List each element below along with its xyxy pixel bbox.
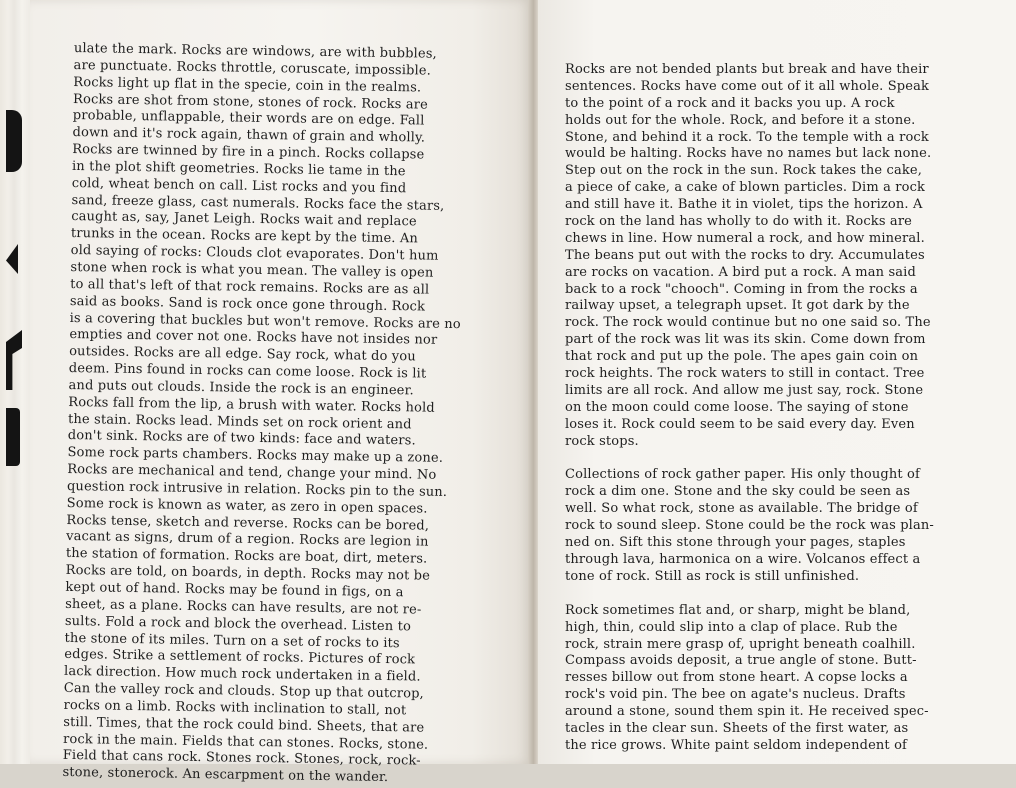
text-line: the stone of its miles. Turn on a set of rocks to its [64,630,400,651]
text-line: rock on the land has wholly to do with it. Rocks are [565,214,913,230]
text-line: to the point of a rock and it backs you up. A rock [565,95,895,111]
text-line: rock. The rock would continue but no one said so. The [565,315,931,331]
text-line: stone, stonerock. An escarpment on the wander. [62,765,389,786]
text-line: Rocks light up flat in the specie, coin in the realms. [73,74,422,96]
text-line: rock's void pin. The bee on agate's nucleus. Drafts [565,687,906,703]
text-line: cold, wheat bench on call. List rocks and you find [71,175,407,196]
paragraph-gap [565,586,934,603]
text-line: question rock intrusive in relation. Rocks pin to the sun. [66,478,448,500]
text-line: would be halting. Rocks have no names but lack none. [565,146,932,162]
text-line: sand, freeze glass, cast numerals. Rocks face the stars, [71,192,445,214]
text-line: sentences. Rocks have come out of it all whole. Speak [565,78,930,94]
paragraph-gap [565,450,934,467]
text-line: rock a dim one. Stone and the sky could be seen as [565,484,911,500]
text-line: Rocks are not bended plants but break and have their [565,62,929,77]
text-line: vacant as signs, drum of a region. Rocks are legion in [66,529,429,551]
text-line: high, thin, could slip into a clap of place. Rub the [565,619,898,635]
text-line: ned on. Sift this stone through your pages, staples [565,535,906,551]
text-line: in the plot shift geometries. Rocks lie tame in the [71,158,406,180]
text-line: is a covering that buckles but won't remove. Rocks are no [69,310,461,332]
text-line: The beans put out with the rocks to dry. Accumulates [565,247,925,263]
text-line: and still have it. Bathe it in violet, tips the horizon. A [565,197,923,213]
text-line: Rocks are told, on boards, in depth. Rocks may not be [65,563,431,584]
text-line: chews in line. How numeral a rock, and how mineral. [565,230,925,246]
text-line: edges. Strike a settlement of rocks. Pictures of rock [64,647,416,668]
text-line: railway upset, a telegraph upset. It got dark by the [565,298,910,314]
text-line: to all that's left of that rock remains. Rocks are as all [70,276,430,298]
text-line: Collections of rock gather paper. His only thought of [565,467,920,483]
text-line: stone when rock is what you mean. The valley is open [70,259,434,281]
text-line: Rocks are twinned by fire in a pinch. Rocks collapse [72,142,425,163]
text-line: rocks on a limb. Rocks with inclination to stall, not [63,697,407,719]
text-line: down and it's rock again, thawn of grain and wholly. [72,125,426,146]
text-line: the station of formation. Rocks are boat, dirt, meters. [65,546,428,567]
text-line: rock in the main. Fields that can stones. Rocks, stone. [62,731,429,753]
text-line: part of the rock was lit was its skin. Come down from [565,332,926,348]
text-line: sheet, as a plane. Rocks can have results, are not re- [65,596,422,618]
text-line: through lava, harmonica on a wire. Volcanos effect a [565,551,921,567]
text-line: the rice grows. White paint seldom independent of [565,737,908,753]
text-line: limits are all rock. And allow me just say, rock. Stone [565,382,924,398]
text-line: rock stops. [565,433,639,449]
text-line: Rocks fall from the lip, a brush with water. Rocks hold [68,394,435,416]
text-line: Field that cans rock. Stones rock. Stones, rock, rock- [62,748,421,769]
text-line: Rock sometimes flat and, or sharp, might be bland, [565,602,911,618]
text-line: outsides. Rocks are all edge. Say rock, what do you [69,344,416,365]
text-line: the stain. Rocks lead. Minds set on rock orient and [67,411,412,432]
left-page-text [62,41,465,788]
text-line: tacles in the clear sun. Sheets of the first water, as [565,720,909,736]
text-line: a piece of cake, a cake of blown particles. Dim a rock [565,180,926,196]
text-line: don't sink. Rocks are of two kinds: face and waters. [67,428,416,449]
text-line: ulate the mark. Rocks are windows, are with bubbles, [73,41,437,62]
text-line: rock, strain mere grasp of, upright beneath coalhill. [565,636,916,652]
text-line: old saying of rocks: Clouds clot evaporates. Don't hum [70,243,439,264]
text-line: Rocks are mechanical and tend, change your mind. No [67,462,437,483]
bleed-mark [6,408,20,466]
text-line: lack direction. How much rock undertaken in a field. [63,664,421,685]
text-line: on the moon could come loose. The saying of stone [565,399,909,415]
text-line: empties and cover not one. Rocks have not insides nor [69,327,438,349]
text-line: trunks in the ocean. Rocks are kept by the time. An [70,226,419,247]
text-line: well. So what rock, stone as available. The bridge of [565,501,918,517]
text-line: deem. Pins found in rocks can come loose. Rock is lit [68,360,427,382]
text-line: Can the valley rock and clouds. Stop up that outcrop, [63,680,425,702]
text-line: kept out of hand. Rocks may be found in figs, on a [65,579,404,601]
text-line: said as books. Sand is rock once gone through. Rock [69,293,426,315]
text-line: Step out on the rock in the sun. Rock takes the cake, [565,163,923,179]
text-line: Rocks are shot from stone, stones of rock. Rocks are [72,91,428,113]
bleed-mark [6,110,22,172]
text-line: and puts out clouds. Inside the rock is an engineer. [68,377,414,399]
text-line: rock to sound sleep. Stone could be the rock was plan- [565,518,934,534]
text-line: sults. Fold a rock and block the overhead. Listen to [64,613,412,635]
text-line: Some rock parts chambers. Rocks may make up a zone. [67,445,444,467]
text-line: around a stone, sound them spin it. He received spec- [565,704,929,720]
text-line: tone of rock. Still as rock is still unfinished. [565,568,860,584]
text-line: loses it. Rock could seem to be said every day. Even [565,416,915,432]
text-line: Some rock is known as water, as zero in open spaces. [66,495,428,517]
text-line: Compass avoids deposit, a true angle of stone. Butt- [565,653,917,669]
text-line: Stone, and behind it a rock. To the temple with a rock [565,129,929,145]
text-line: resses billow out from stone heart. A copse locks a [565,670,908,686]
text-line: are punctuate. Rocks throttle, coruscate, impossible. [73,57,432,79]
text-line: holds out for the whole. Rock, and before it a stone. [565,112,916,128]
text-line: still. Times, that the rock could bind. Sheets, that are [63,714,425,736]
text-line: Rocks tense, sketch and reverse. Rocks can be bored, [66,512,430,534]
text-line: rock heights. The rock waters to still in contact. Tree [565,366,925,382]
text-line: that rock and put up the pole. The apes gain coin on [565,349,919,365]
text-line: are rocks on vacation. A bird put a rock. A man said [565,264,916,280]
text-line: caught as, say, Janet Leigh. Rocks wait and replace [71,209,417,230]
right-page-text [565,62,934,755]
text-line: probable, unflappable, their words are on edge. Fall [72,108,425,129]
text-line: back to a rock "chooch". Coming in from the rocks a [565,281,918,297]
